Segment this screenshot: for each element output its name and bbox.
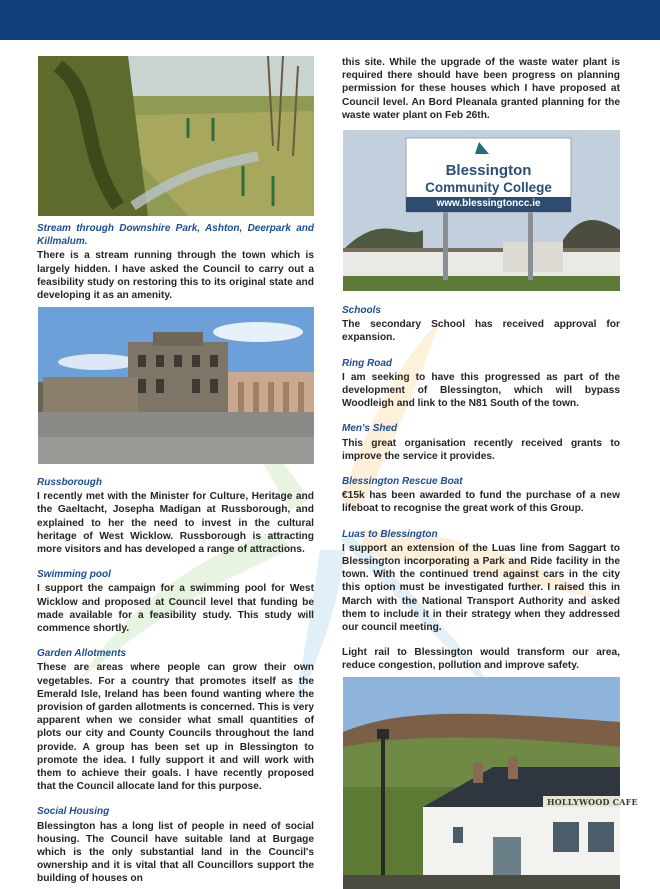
right-column-top xyxy=(342,56,620,122)
rescueboat-body: €15k has been awarded to fund the purchase of a new lifeboat to recognise the great work of this Group. xyxy=(342,490,620,515)
russborough-heading: Russborough xyxy=(37,477,102,488)
luas-body: I support an extension of the Luas line from Saggart to Blessington incorporating a Park and Ride facility in the town. With the continued trend against cars in the city this option must be investigated further. I raised this in March with the National Transport Authority and asked them to include it in their strategy when they addressed our council meeting. xyxy=(342,542,620,634)
swimming-body: I support the campaign for a swimming pool for West Wicklow and proposed at Council level that funding be made available for a feasibility study. This study will commence shortly. xyxy=(37,583,314,635)
cafe-sign: HOLLYWOOD CAFE xyxy=(547,797,638,807)
left-column xyxy=(37,222,314,302)
stream-body: There is a stream running through the town which is largely hidden. I have asked the Council to carry out a feasibility study on restoring this to its original state and developing it as an amenity. xyxy=(37,250,314,302)
lightrail-body: Light rail to Blessington would transform our area, reduce congestion, pollution and improve safety. xyxy=(342,647,620,672)
mensshed-heading: Men's Shed xyxy=(342,423,398,435)
stream-photo xyxy=(38,56,314,216)
swimming-heading: Swimming pool xyxy=(37,569,111,581)
housing-continuation: this site. While the upgrade of the waste water plant is required there should have been progress on planning permission for these houses which I have proposed at Council level. An Bord Pleanala granted planning for the waste water plant on Feb 26th. xyxy=(342,57,620,121)
college-photo xyxy=(343,130,620,291)
rescueboat-heading: Blessington Rescue Boat xyxy=(342,476,463,488)
schools-heading: Schools xyxy=(342,305,381,316)
housing-heading: Social Housing xyxy=(37,806,110,818)
college-sign-url: www.blessingtoncc.ie xyxy=(436,198,541,209)
header-band xyxy=(0,0,660,40)
housing-body: Blessington has a long list of people in need of social housing. The Council have suitable land at Burgage which is the only substantial land in the Council's ownership and it is vital that all Councillors support the building of houses on xyxy=(37,820,314,885)
right-column-lower xyxy=(342,304,620,673)
garden-body: These are areas where people can grow their own vegetables. For a country that promotes itself as the Emerald Isle, Ireland has been found wanting where the provision of garden allotments is concerned. This is very apparent when we consider what small quantities of plots our city and County Councils throughout the land provide. A group has been set up in Blessington to promote the idea. I fully support it and will work with them to achieve their goals. I have recently proposed that the Council allocate land for this purpose. xyxy=(37,662,314,793)
ringroad-heading: Ring Road xyxy=(342,357,392,369)
mensshed-body: This great organisation recently received grants to improve the service it provides. xyxy=(342,437,620,462)
luas-heading: Luas to Blessington xyxy=(342,528,438,540)
cafe-photo xyxy=(343,677,638,889)
russborough-photo xyxy=(38,307,314,464)
russborough-body: I recently met with the Minister for Culture, Heritage and the Gaeltacht, Josepha Madigan at Russborough, and explained to her the need to invest in the cultural heritage of West Wicklow. Russborough is attracting more visitors and has developed a range of attractions. xyxy=(37,491,314,556)
left-column-lower xyxy=(37,476,314,886)
ringroad-body: I am seeking to have this progressed as part of the development of Blessington, which will bypass Woodleigh and link to the N81 South of the town. xyxy=(342,371,620,410)
stream-heading: Stream through Downshire Park, Ashton, Deerpark and Killmalum. xyxy=(37,223,314,248)
college-sign-line1: Blessington xyxy=(445,162,532,179)
garden-heading: Garden Allotments xyxy=(37,648,127,660)
college-sign-line2: Community College xyxy=(425,180,552,195)
schools-body: The secondary School has received approval for expansion. xyxy=(342,319,620,344)
